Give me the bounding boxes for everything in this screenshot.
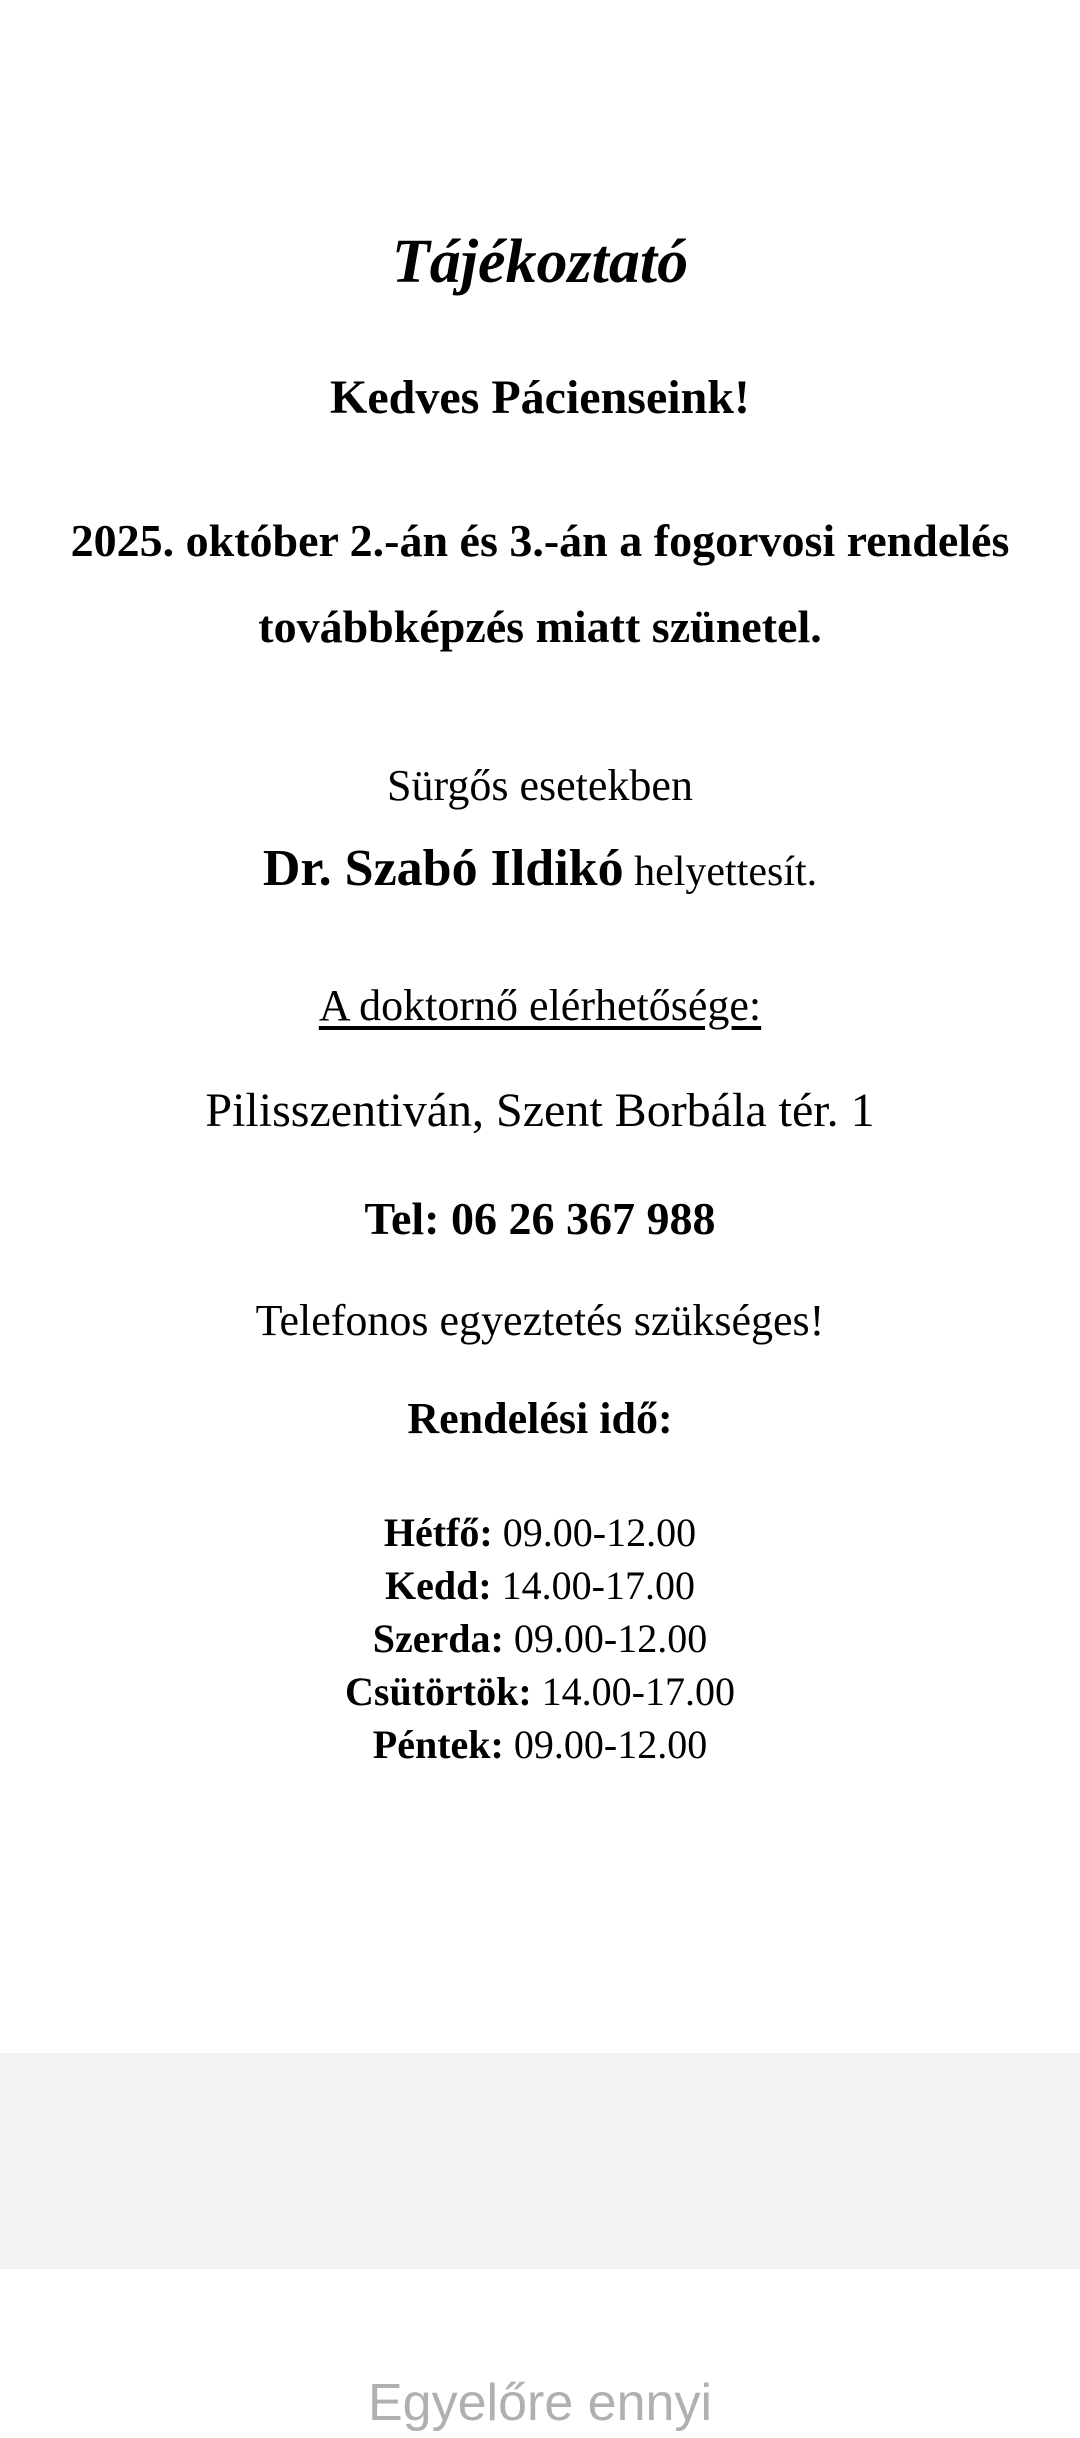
substitute-text: helyettesít. xyxy=(623,849,818,895)
schedule-day: Péntek: xyxy=(372,1722,504,1767)
schedule-hours: 14.00-17.00 xyxy=(491,1563,695,1608)
substitute-doctor-name: Dr. Szabó Ildikó xyxy=(262,840,624,897)
phone-number: Tel: 06 26 367 988 xyxy=(364,1193,716,1244)
schedule-hours: 09.00-12.00 xyxy=(492,1510,697,1555)
announcement-line-1: 2025. október 2.-án és 3.-án a fogorvosi rendelés xyxy=(70,515,1010,566)
contact-heading: A doktornő elérhetősége: xyxy=(318,981,762,1030)
announcement xyxy=(0,498,1080,670)
notice-title: Tájékoztató xyxy=(391,228,689,296)
schedule-hours: 09.00-12.00 xyxy=(503,1616,708,1661)
schedule-row xyxy=(0,1506,1080,1559)
address: Pilisszentiván, Szent Borbála tér. 1 xyxy=(205,1084,875,1137)
announcement-line-2: továbbképzés miatt szünetel. xyxy=(258,601,822,652)
office-hours-title: Rendelési idő: xyxy=(407,1394,673,1443)
footer-band xyxy=(0,2053,1080,2269)
schedule-day: Szerda: xyxy=(372,1616,504,1661)
substitute-line xyxy=(0,834,1080,916)
schedule-hours: 09.00-12.00 xyxy=(503,1722,708,1767)
schedule-row xyxy=(0,1559,1080,1612)
partial-footer-text: Egyelőre ennyi xyxy=(368,2374,712,2432)
appointment-note: Telefonos egyeztetés szükséges! xyxy=(255,1296,825,1345)
schedule-row xyxy=(0,1718,1080,1771)
schedule-row xyxy=(0,1612,1080,1665)
schedule-day: Kedd: xyxy=(384,1563,492,1608)
schedule-day: Hétfő: xyxy=(383,1510,493,1555)
greeting: Kedves Pácienseink! xyxy=(330,371,750,424)
urgent-cases-text: Sürgős esetekben xyxy=(387,761,693,810)
schedule-hours: 14.00-17.00 xyxy=(531,1669,735,1714)
office-hours-schedule xyxy=(0,1506,1080,1771)
schedule-day: Csütörtök: xyxy=(345,1669,532,1714)
schedule-row xyxy=(0,1665,1080,1718)
